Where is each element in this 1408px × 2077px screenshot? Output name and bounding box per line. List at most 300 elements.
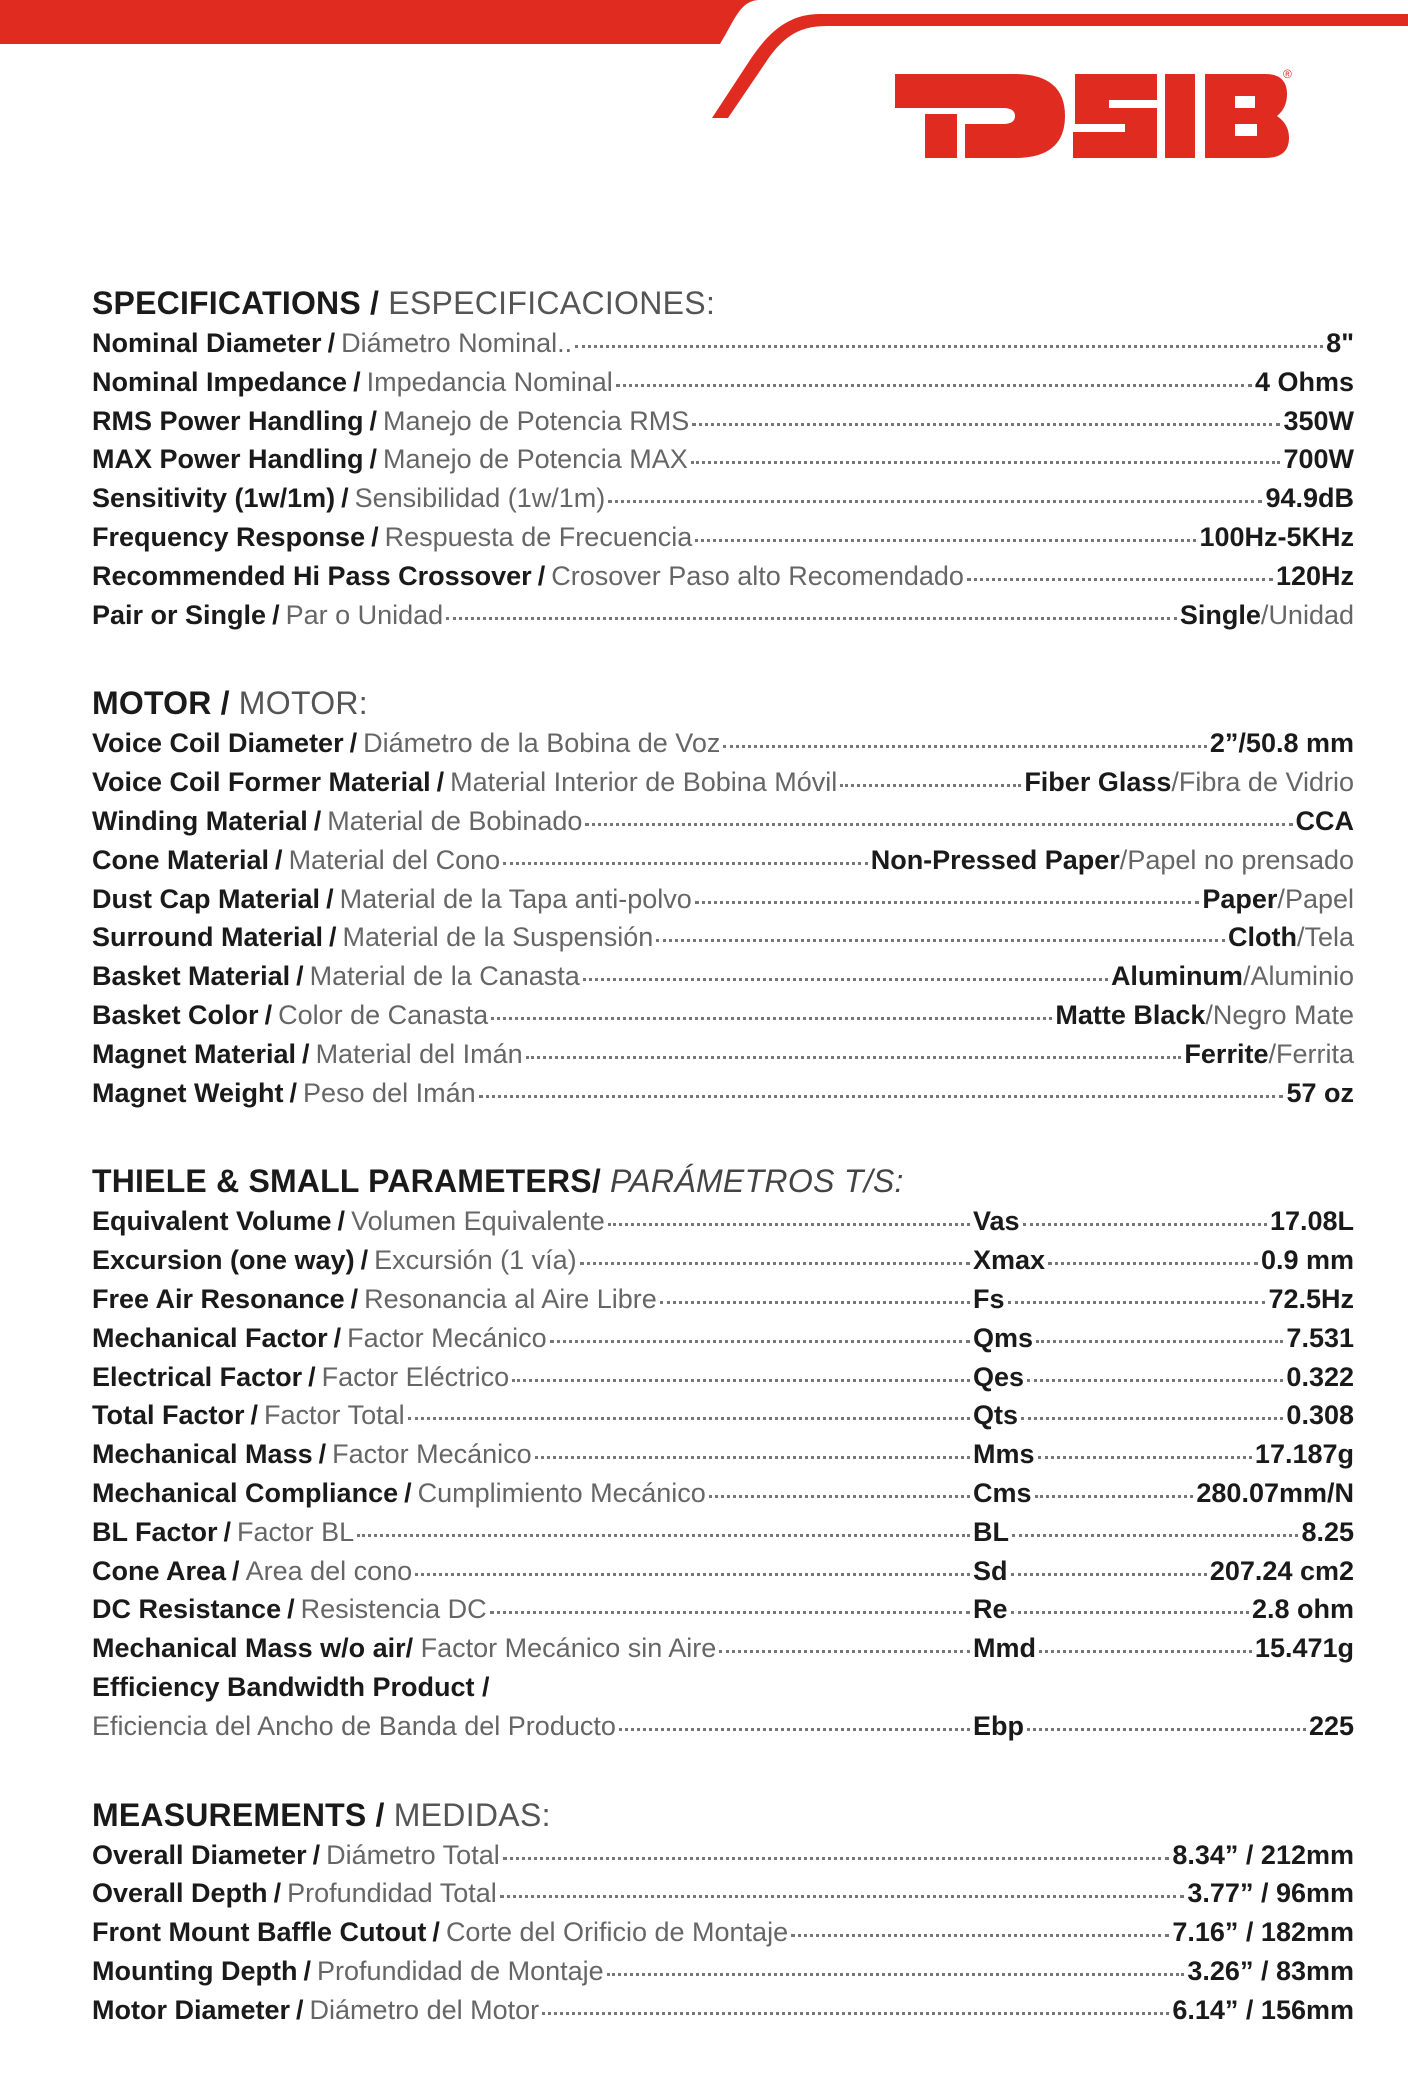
row-left (92, 1478, 973, 1509)
row-label-en: Cone Material (92, 844, 270, 875)
leader-dots (585, 823, 1292, 826)
row-label-es: Material Interior de Bobina Móvil (450, 767, 838, 798)
spec-row (92, 922, 1354, 961)
row-value: Cloth (1227, 922, 1297, 953)
thiele-small-section (92, 1160, 1354, 1749)
spec-row (92, 1478, 1354, 1517)
row-symbol: Qts (973, 1400, 1019, 1431)
row-symbol: Xmax (973, 1245, 1046, 1276)
row-label-es: Crosover Paso alto Recomendado (551, 560, 964, 591)
slash-separator: / (349, 728, 358, 759)
row-value: 8" (1326, 328, 1354, 358)
spec-row (92, 483, 1354, 522)
row-label-es: Profundidad Total (287, 1878, 497, 1909)
row-value: 280.07mm/N (1196, 1477, 1354, 1508)
row-right (973, 1556, 1354, 1587)
slash-separator: / (1205, 999, 1213, 1030)
title-es: MEDIDAS: (393, 1796, 551, 1833)
slash-separator: / (303, 1955, 311, 1986)
row-value: 225 (1308, 1710, 1354, 1741)
slash-separator: / (1277, 883, 1285, 914)
spec-row (92, 1995, 1354, 2034)
specifications-section (92, 282, 1354, 638)
slash-separator: / (232, 1555, 240, 1586)
row-right (973, 1517, 1354, 1548)
section-title: SPECIFICATIONS / ESPECIFICACIONES: (92, 285, 716, 321)
row-value-es: Negro Mate (1212, 999, 1354, 1030)
spec-row (92, 406, 1354, 445)
row-value: 700W (1283, 444, 1354, 475)
leader-dots (791, 1934, 1169, 1937)
ds18-logo (895, 64, 1295, 168)
row-left (92, 1323, 973, 1354)
spec-row (92, 1439, 1354, 1478)
row-value: 2”/50.8 mm (1209, 728, 1354, 759)
row-value: 0.322 (1286, 1361, 1354, 1392)
row-symbol: Qes (973, 1361, 1025, 1392)
slash-separator: / (369, 405, 378, 436)
slash-separator: / (353, 366, 361, 397)
row-label-es: Factor Total (264, 1400, 405, 1431)
slash-separator: / (318, 1439, 327, 1470)
row-value: 72.5Hz (1268, 1283, 1354, 1314)
row-label-en: Nominal Diameter (92, 328, 322, 358)
title-es: MOTOR: (238, 685, 369, 722)
row-label-en: Mechanical Compliance (92, 1477, 399, 1508)
motor-section (92, 682, 1354, 1116)
row-label-en: Cone Area (92, 1555, 227, 1586)
slash-separator: / (537, 560, 546, 591)
spec-row (92, 1323, 1354, 1362)
leader-dots (542, 2012, 1169, 2015)
leader-dots (1039, 1650, 1252, 1653)
leader-dots (446, 617, 1177, 620)
row-symbol: Mmd (973, 1633, 1036, 1664)
leader-dots (656, 939, 1225, 942)
row-value: 17.187g (1254, 1439, 1354, 1470)
row-symbol: Ebp (973, 1710, 1024, 1741)
slash-separator: / (289, 1077, 298, 1108)
leader-dots (580, 1262, 970, 1265)
leader-dots (490, 1611, 970, 1614)
row-label-en: MAX Power Handling (92, 444, 364, 475)
row-label-es: Resistencia DC (300, 1594, 487, 1625)
row-value: Single (1179, 599, 1261, 630)
slash-separator: / (369, 444, 378, 475)
slash-separator: / (371, 521, 379, 552)
spec-row (92, 728, 1354, 767)
leader-dots (583, 978, 1108, 981)
row-label-en: Voice Coil Diameter (92, 728, 344, 759)
row-label-en: Mechanical Mass (92, 1439, 313, 1470)
spec-row (92, 1956, 1354, 1995)
row-label-es: Diámetro Total (326, 1839, 500, 1870)
spec-row (92, 522, 1354, 561)
row-label-es: Manejo de Potencia MAX (383, 444, 688, 475)
spec-row (92, 1917, 1354, 1956)
row-label-en: Mounting Depth (92, 1955, 298, 1986)
row-label-es: Factor BL (237, 1516, 355, 1547)
slash-separator: / (296, 961, 304, 992)
slash-separator: / (326, 883, 334, 914)
row-value: Aluminum (1110, 961, 1243, 992)
spec-row (92, 1556, 1354, 1595)
row-label-es: Volumen Equivalente (351, 1206, 605, 1237)
title-es: PARÁMETROS T/S: (610, 1163, 904, 1200)
row-label-es: Material del Imán (315, 1038, 523, 1069)
row-label-es: Profundidad de Montaje (316, 1955, 604, 1986)
row-label-en: Efficiency Bandwidth Product / (92, 1671, 490, 1702)
row-label-es: Sensibilidad (1w/1m) (354, 483, 606, 514)
slash-separator: / (223, 1516, 232, 1547)
spec-row-ebp-label (92, 1672, 1354, 1711)
leader-dots (1027, 1379, 1283, 1382)
row-label-es: Factor Mecánico (332, 1439, 532, 1470)
row-label-en: Electrical Factor (92, 1361, 303, 1392)
slash-separator: / (341, 483, 349, 514)
row-label-en: Total Factor (92, 1400, 245, 1431)
row-label-en: Pair or Single (92, 599, 267, 630)
row-value-es: Aluminio (1250, 961, 1354, 992)
row-label-en: Dust Cap Material (92, 883, 321, 914)
row-right (973, 1594, 1354, 1625)
leader-dots (619, 1728, 970, 1731)
slash-separator: / (287, 1594, 295, 1625)
leader-dots (550, 1340, 970, 1343)
row-label-en: Sensitivity (1w/1m) (92, 483, 336, 514)
leader-dots (840, 784, 1021, 787)
slash-separator: / (329, 922, 337, 953)
row-value: 7.531 (1286, 1322, 1354, 1353)
row-value: 0.9 mm (1260, 1245, 1354, 1276)
section-title: MOTOR / MOTOR: (92, 685, 369, 722)
row-value-es: Unidad (1268, 599, 1354, 630)
row-value: 207.24 cm2 (1209, 1555, 1354, 1586)
row-value: 57 oz (1286, 1077, 1354, 1108)
row-right (973, 1633, 1354, 1664)
leader-dots (695, 539, 1196, 542)
leader-dots (1023, 1223, 1267, 1226)
row-left (92, 1206, 973, 1237)
row-value: 3.26” / 83mm (1187, 1955, 1354, 1986)
row-label-es: Manejo de Potencia RMS (383, 405, 690, 436)
spec-row (92, 1633, 1354, 1672)
row-label-en: Overall Depth (92, 1878, 268, 1909)
row-label-en: Basket Color (92, 999, 259, 1030)
leader-dots (692, 423, 1280, 426)
slash-separator: / (275, 844, 283, 875)
row-label-es: Impedancia Nominal (366, 366, 613, 397)
slash-separator: / (1268, 1038, 1276, 1069)
row-value: 7.16” / 182mm (1172, 1917, 1354, 1948)
row-label-es: Factor Eléctrico (321, 1361, 510, 1392)
leader-dots (608, 500, 1262, 503)
row-symbol: Vas (973, 1206, 1020, 1237)
row-left (92, 1362, 973, 1393)
spec-row (92, 1594, 1354, 1633)
row-value: 8.34” / 212mm (1172, 1839, 1354, 1870)
title-en: THIELE & SMALL PARAMETERS/ (92, 1163, 601, 1200)
slash-separator: / (313, 805, 322, 836)
row-label-es: Material de Bobinado (327, 805, 583, 836)
leader-dots (526, 1056, 1182, 1059)
spec-sheet (92, 282, 1354, 2077)
row-right (973, 1478, 1354, 1509)
title-en: SPECIFICATIONS (92, 285, 361, 321)
leader-dots (691, 461, 1281, 464)
leader-dots (1011, 1611, 1249, 1614)
row-right (973, 1400, 1354, 1431)
spec-row-ebp (92, 1711, 1354, 1750)
slash-separator: / (273, 1878, 282, 1909)
row-left (92, 1517, 973, 1548)
row-value-es: Tela (1304, 922, 1354, 953)
spec-row (92, 1078, 1354, 1117)
row-value: 4 Ohms (1254, 366, 1354, 397)
leader-dots (709, 1495, 970, 1498)
leader-dots (967, 578, 1273, 581)
row-left (92, 1245, 973, 1276)
row-label-es: Cumplimiento Mecánico (417, 1477, 706, 1508)
row-label-en: Overall Diameter (92, 1839, 307, 1870)
row-label-en: DC Resistance (92, 1594, 282, 1625)
row-label-es: Diámetro Nominal.. (341, 328, 573, 358)
row-value: Non-Pressed Paper (870, 844, 1120, 875)
row-label-es: Material de la Tapa anti-polvo (339, 883, 692, 914)
row-label-en: Magnet Weight (92, 1077, 284, 1108)
row-symbol: BL (973, 1516, 1009, 1547)
spec-row (92, 1517, 1354, 1556)
row-left (92, 1594, 973, 1625)
row-label-en: Winding Material (92, 805, 308, 836)
row-value: 6.14” / 156mm (1172, 1994, 1354, 2025)
row-right (973, 1323, 1354, 1354)
row-value: 3.77” / 96mm (1187, 1878, 1354, 1909)
spec-row (92, 1362, 1354, 1401)
spec-row (92, 1878, 1354, 1917)
spec-row (92, 444, 1354, 483)
row-label-en: Mechanical Mass w/o air/ (92, 1633, 414, 1664)
spec-row (92, 806, 1354, 845)
slash-separator: / (333, 1322, 342, 1353)
slash-separator: / (264, 999, 273, 1030)
row-label-en: Excursion (one way) (92, 1245, 355, 1276)
leader-dots (616, 384, 1252, 387)
row-value: 15.471g (1254, 1633, 1354, 1664)
slash-separator: / (327, 328, 336, 358)
spec-row (92, 600, 1354, 639)
row-label-es: Excursión (1 vía) (374, 1245, 577, 1276)
row-value: 8.25 (1301, 1516, 1354, 1547)
row-value-es: Papel (1284, 883, 1354, 914)
row-value: 94.9dB (1265, 483, 1354, 514)
leader-dots (660, 1301, 970, 1304)
spec-row (92, 1284, 1354, 1323)
row-label-es: Factor Mecánico sin Aire (420, 1633, 717, 1664)
row-label-es: Material de la Canasta (309, 961, 580, 992)
row-label-es: Respuesta de Frecuencia (384, 521, 693, 552)
row-symbol: Fs (973, 1283, 1005, 1314)
spec-row (92, 845, 1354, 884)
spec-row (92, 328, 1354, 367)
row-left (92, 1439, 973, 1470)
row-value: 350W (1283, 405, 1354, 436)
row-label-es: Resonancia al Aire Libre (364, 1283, 657, 1314)
row-label-es: Material del Cono (288, 844, 501, 875)
row-label-en: Front Mount Baffle Cutout (92, 1917, 427, 1948)
leader-dots (695, 901, 1200, 904)
leader-dots (1038, 1456, 1252, 1459)
leader-dots (1027, 1728, 1306, 1731)
spec-row (92, 367, 1354, 406)
row-label-es: Diámetro de la Bobina de Voz (363, 728, 721, 759)
row-value: 17.08L (1269, 1206, 1354, 1237)
row-symbol: Mms (973, 1439, 1035, 1470)
row-label-en: Magnet Material (92, 1038, 297, 1069)
leader-dots (408, 1417, 970, 1420)
row-value-es: Fibra de Vidrio (1178, 767, 1354, 798)
spec-row (92, 884, 1354, 923)
slash-separator: / (404, 1477, 412, 1508)
row-value: 100Hz-5KHz (1199, 521, 1354, 552)
registered-mark: ® (1283, 67, 1292, 81)
row-label-en: Frequency Response (92, 521, 366, 552)
spec-row (92, 1206, 1354, 1245)
slash-separator: / (272, 599, 280, 630)
leader-dots (357, 1534, 970, 1537)
spec-row (92, 1245, 1354, 1284)
leader-dots (1021, 1417, 1283, 1420)
row-left (92, 1284, 973, 1315)
row-right (973, 1206, 1354, 1237)
slash-separator: / (350, 1283, 359, 1314)
row-label-en: Free Air Resonance (92, 1283, 345, 1314)
row-label-en: Surround Material (92, 922, 324, 953)
row-label-en: Mechanical Factor (92, 1322, 328, 1353)
row-label-es: Corte del Orificio de Montaje (445, 1917, 789, 1948)
slash-separator: / (360, 1245, 369, 1276)
row-value: 120Hz (1275, 560, 1354, 591)
leader-dots (479, 1095, 1284, 1098)
row-label-es: Material de la Suspensión (342, 922, 654, 953)
row-value: CCA (1295, 805, 1354, 836)
leader-dots (723, 745, 1207, 748)
spec-row (92, 1840, 1354, 1879)
leader-dots (1036, 1340, 1283, 1343)
leader-dots (500, 1895, 1185, 1898)
title-en: MEASUREMENTS (92, 1796, 367, 1833)
row-value: 0.308 (1286, 1400, 1354, 1431)
row-right (973, 1362, 1354, 1393)
row-value-es: Ferrita (1275, 1038, 1354, 1069)
measurements-section (92, 1794, 1354, 2034)
leader-dots (1048, 1262, 1258, 1265)
row-value: Matte Black (1055, 999, 1206, 1030)
row-label-en: Nominal Impedance (92, 366, 348, 397)
row-label-en: Equivalent Volume (92, 1206, 332, 1237)
leader-dots (608, 1223, 970, 1226)
slash-separator: / (337, 1206, 346, 1237)
slash-separator: / (1296, 922, 1305, 953)
row-right (973, 1439, 1354, 1470)
spacer (413, 1633, 421, 1664)
leader-dots (491, 1017, 1052, 1020)
slash-separator: / (436, 767, 445, 798)
row-symbol: Re (973, 1594, 1008, 1625)
row-left (92, 1633, 973, 1664)
row-right (973, 1284, 1354, 1315)
row-label-en: BL Factor (92, 1516, 218, 1547)
row-symbol: Cms (973, 1477, 1032, 1508)
row-label-es: Par o Unidad (285, 599, 444, 630)
spec-row (92, 1400, 1354, 1439)
leader-dots (1008, 1301, 1266, 1304)
row-symbol: Sd (973, 1555, 1008, 1586)
row-value: Ferrite (1184, 1038, 1269, 1069)
row-label-en: Recommended Hi Pass Crossover (92, 560, 532, 591)
spec-row (92, 961, 1354, 1000)
title-en: MOTOR (92, 685, 212, 722)
spec-row (92, 767, 1354, 806)
row-value: Fiber Glass (1024, 767, 1172, 798)
leader-dots (1011, 1573, 1207, 1576)
row-symbol: Qms (973, 1322, 1034, 1353)
row-label-en: Voice Coil Former Material (92, 767, 431, 798)
row-label-es: Factor Mecánico (347, 1322, 547, 1353)
row-value: Paper (1202, 883, 1278, 914)
row-label-en: Basket Material (92, 961, 291, 992)
leader-dots (503, 1857, 1170, 1860)
red-band (0, 0, 760, 44)
leader-dots (607, 1973, 1185, 1976)
leader-dots (415, 1573, 970, 1576)
slash-separator: / (1260, 599, 1269, 630)
spec-row (92, 1039, 1354, 1078)
slash-separator: / (1171, 767, 1179, 798)
row-value: 2.8 ohm (1251, 1594, 1354, 1625)
row-left (92, 1556, 973, 1587)
row-label-en: Motor Diameter (92, 1994, 291, 2025)
spec-row (92, 561, 1354, 600)
leader-dots (1035, 1495, 1194, 1498)
slash-separator: / (308, 1361, 316, 1392)
row-right (973, 1245, 1354, 1276)
slash-separator: / (1119, 844, 1128, 875)
slash-separator: / (250, 1400, 259, 1431)
row-value-es: Papel no prensado (1127, 844, 1354, 875)
section-title: MEASUREMENTS / MEDIDAS: (92, 1796, 551, 1833)
slash-separator: / (432, 1917, 440, 1948)
row-label-es: Eficiencia del Ancho de Banda del Producto (92, 1710, 616, 1741)
row-label-en: RMS Power Handling (92, 405, 364, 436)
leader-dots (719, 1650, 970, 1653)
row-label-es: Peso del Imán (303, 1077, 476, 1108)
row-label-es: Area del cono (245, 1555, 413, 1586)
leader-dots (503, 862, 868, 865)
section-title (92, 1160, 1354, 1206)
row-label-es: Diámetro del Motor (309, 1994, 540, 2025)
spec-row (92, 1000, 1354, 1039)
leader-dots (1012, 1534, 1298, 1537)
leader-dots (575, 345, 1323, 348)
leader-dots (535, 1456, 970, 1459)
row-left (92, 1400, 973, 1431)
slash-separator: / (296, 1994, 304, 2025)
row-label-es: Color de Canasta (278, 999, 489, 1030)
title-es: ESPECIFICACIONES: (388, 285, 716, 321)
slash-separator: / (302, 1038, 310, 1069)
leader-dots (512, 1379, 970, 1382)
